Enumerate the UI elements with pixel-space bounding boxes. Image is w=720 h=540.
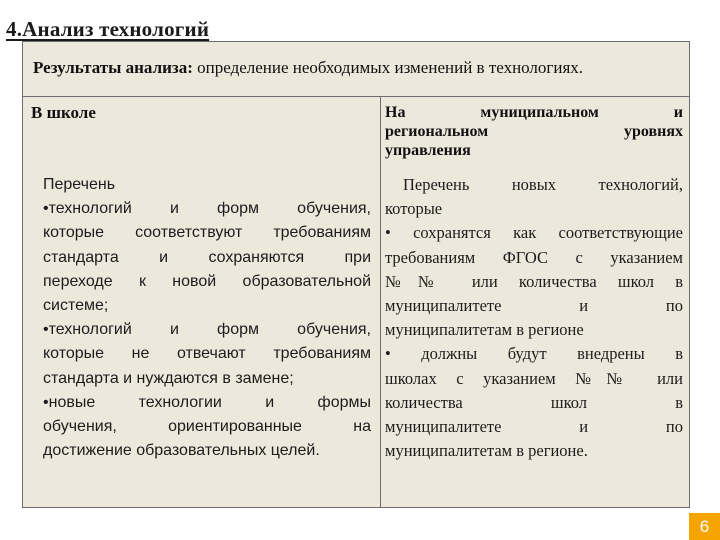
left-line: системе; — [43, 297, 109, 315]
right-line: муниципалитетам в регионе — [385, 320, 584, 340]
table-header-text — [33, 58, 583, 78]
right-line: школах с указанием №№ или — [385, 368, 683, 388]
left-line: Перечень — [43, 176, 116, 193]
left-line: •технологий и форм обучения, — [43, 200, 371, 218]
left-line: которые соответствуют требованиям — [43, 224, 371, 242]
left-line: достижение образовательных целей. — [43, 442, 320, 460]
right-line: №№ или количества школ в — [385, 271, 683, 291]
table-header-row — [23, 42, 689, 97]
table-header-bold: Результаты анализа: — [33, 58, 193, 77]
left-line: стандарта и сохраняются при — [43, 248, 371, 266]
right-line: муниципалитетам в регионе. — [385, 441, 588, 461]
left-column-body — [43, 173, 371, 463]
slide-title: 4.Анализ технологий — [6, 17, 210, 41]
left-column-heading: В школе — [31, 103, 96, 122]
right-heading-line: управления — [385, 142, 471, 159]
right-line: муниципалитете и по — [385, 417, 683, 437]
left-line: переходе к новой образовательной — [43, 272, 371, 290]
right-line: • сохранятся как соответствующие — [385, 223, 683, 243]
table-header-rest: определение необходимых изменений в технологиях. — [192, 58, 584, 77]
left-line: стандарта и нуждаются в замене; — [43, 369, 294, 387]
left-line: которые не отвечают требованиям — [43, 345, 371, 363]
right-heading-line: На муниципальном и — [385, 104, 683, 121]
left-line: •новые технологии и формы — [43, 393, 371, 411]
left-line: •технологий и форм обучения, — [43, 321, 371, 339]
right-line: Перечень новых технологий, — [403, 175, 683, 194]
right-column-heading — [385, 103, 683, 160]
analysis-table — [22, 41, 690, 508]
right-line: муниципалитете и по — [385, 296, 683, 316]
right-line: которые — [385, 199, 443, 219]
right-line: количества школ в — [385, 392, 683, 412]
page-number-badge: 6 — [686, 513, 720, 540]
column-divider — [380, 97, 381, 508]
left-line: обучения, ориентированные на — [43, 418, 371, 436]
right-heading-line: региональном уровнях — [385, 123, 683, 140]
right-line: требованиям ФГОС с указанием — [385, 247, 683, 267]
right-line: • должны будут внедрены в — [385, 344, 683, 364]
right-column-body — [385, 173, 683, 463]
